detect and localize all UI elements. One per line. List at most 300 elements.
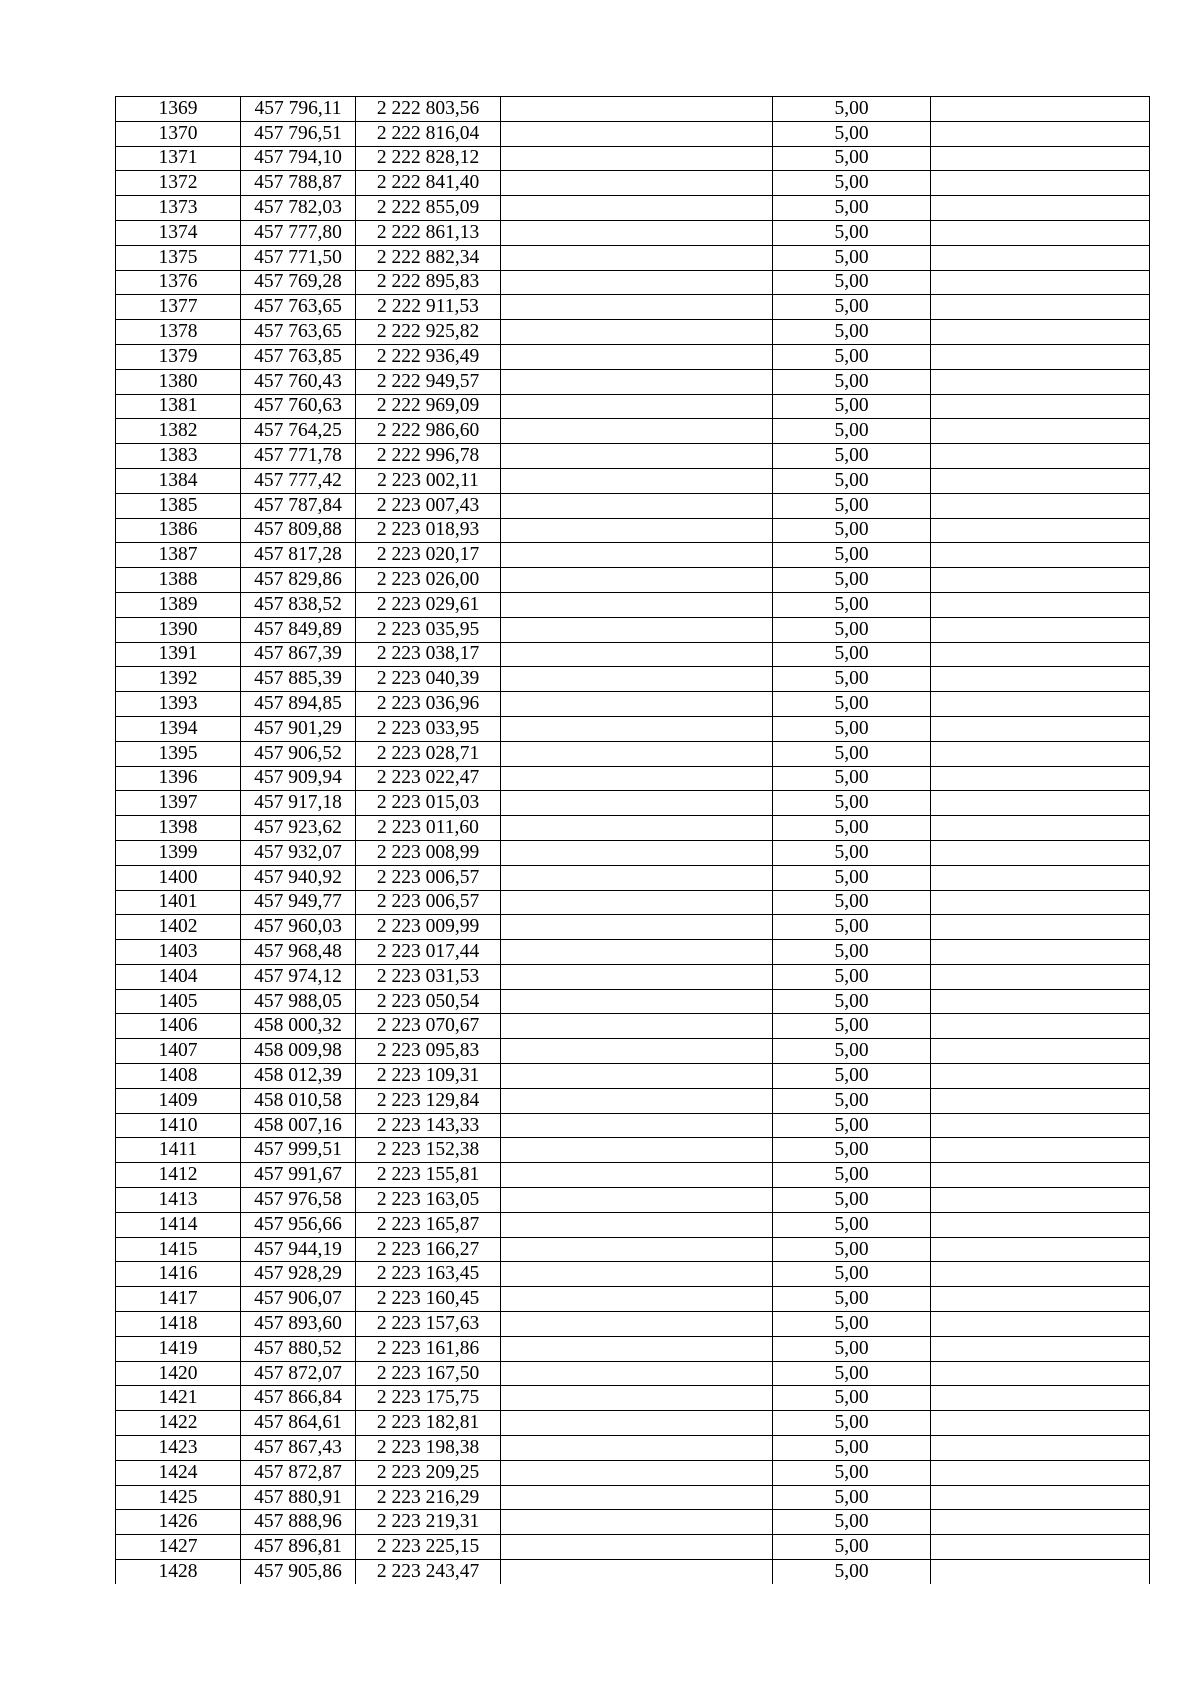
notes-cell <box>931 1411 1150 1436</box>
point-number-cell: 1409 <box>116 1088 241 1113</box>
point-number-cell: 1413 <box>116 1188 241 1213</box>
empty-cell <box>501 320 773 345</box>
notes-cell <box>931 692 1150 717</box>
empty-cell <box>501 617 773 642</box>
notes-cell <box>931 493 1150 518</box>
value-cell: 5,00 <box>773 816 931 841</box>
x-coordinate-cell: 457 782,03 <box>241 196 356 221</box>
table-row <box>116 1361 1150 1386</box>
x-coordinate-cell: 457 885,39 <box>241 667 356 692</box>
empty-cell <box>501 220 773 245</box>
point-number-cell: 1370 <box>116 121 241 146</box>
y-coordinate-cell: 2 223 167,50 <box>356 1361 501 1386</box>
empty-cell <box>501 1460 773 1485</box>
point-number-cell: 1418 <box>116 1312 241 1337</box>
table-row <box>116 1411 1150 1436</box>
empty-cell <box>501 121 773 146</box>
notes-cell <box>931 766 1150 791</box>
notes-cell <box>931 1361 1150 1386</box>
table-row <box>116 245 1150 270</box>
notes-cell <box>931 1560 1150 1584</box>
table-row <box>116 1460 1150 1485</box>
empty-cell <box>501 1039 773 1064</box>
notes-cell <box>931 1088 1150 1113</box>
table-row <box>116 171 1150 196</box>
table-row <box>116 220 1150 245</box>
point-number-cell: 1398 <box>116 816 241 841</box>
value-cell: 5,00 <box>773 667 931 692</box>
point-number-cell: 1403 <box>116 940 241 965</box>
x-coordinate-cell: 457 769,28 <box>241 270 356 295</box>
y-coordinate-cell: 2 222 969,09 <box>356 394 501 419</box>
empty-cell <box>501 890 773 915</box>
value-cell: 5,00 <box>773 196 931 221</box>
notes-cell <box>931 568 1150 593</box>
notes-cell <box>931 1287 1150 1312</box>
value-cell: 5,00 <box>773 245 931 270</box>
y-coordinate-cell: 2 222 816,04 <box>356 121 501 146</box>
value-cell: 5,00 <box>773 394 931 419</box>
y-coordinate-cell: 2 223 070,67 <box>356 1014 501 1039</box>
point-number-cell: 1390 <box>116 617 241 642</box>
notes-cell <box>931 320 1150 345</box>
x-coordinate-cell: 457 760,63 <box>241 394 356 419</box>
table-row <box>116 1039 1150 1064</box>
value-cell: 5,00 <box>773 1386 931 1411</box>
point-number-cell: 1405 <box>116 989 241 1014</box>
point-number-cell: 1427 <box>116 1535 241 1560</box>
table-row <box>116 1188 1150 1213</box>
y-coordinate-cell: 2 223 017,44 <box>356 940 501 965</box>
value-cell: 5,00 <box>773 344 931 369</box>
notes-cell <box>931 121 1150 146</box>
table-row <box>116 592 1150 617</box>
empty-cell <box>501 766 773 791</box>
empty-cell <box>501 741 773 766</box>
table-row <box>116 518 1150 543</box>
table-row <box>116 1312 1150 1337</box>
value-cell: 5,00 <box>773 741 931 766</box>
value-cell: 5,00 <box>773 468 931 493</box>
y-coordinate-cell: 2 223 155,81 <box>356 1163 501 1188</box>
table-row <box>116 419 1150 444</box>
x-coordinate-cell: 457 771,50 <box>241 245 356 270</box>
point-number-cell: 1392 <box>116 667 241 692</box>
y-coordinate-cell: 2 223 157,63 <box>356 1312 501 1337</box>
y-coordinate-cell: 2 223 031,53 <box>356 964 501 989</box>
notes-cell <box>931 1386 1150 1411</box>
table-row <box>116 1510 1150 1535</box>
point-number-cell: 1376 <box>116 270 241 295</box>
y-coordinate-cell: 2 223 018,93 <box>356 518 501 543</box>
notes-cell <box>931 295 1150 320</box>
x-coordinate-cell: 457 928,29 <box>241 1262 356 1287</box>
y-coordinate-cell: 2 223 050,54 <box>356 989 501 1014</box>
empty-cell <box>501 1411 773 1436</box>
point-number-cell: 1423 <box>116 1436 241 1461</box>
table-row <box>116 394 1150 419</box>
value-cell: 5,00 <box>773 1312 931 1337</box>
x-coordinate-cell: 457 905,86 <box>241 1560 356 1584</box>
point-number-cell: 1420 <box>116 1361 241 1386</box>
point-number-cell: 1421 <box>116 1386 241 1411</box>
point-number-cell: 1394 <box>116 716 241 741</box>
value-cell: 5,00 <box>773 1039 931 1064</box>
value-cell: 5,00 <box>773 617 931 642</box>
y-coordinate-cell: 2 223 129,84 <box>356 1088 501 1113</box>
empty-cell <box>501 1287 773 1312</box>
point-number-cell: 1406 <box>116 1014 241 1039</box>
value-cell: 5,00 <box>773 97 931 122</box>
table-row <box>116 940 1150 965</box>
x-coordinate-cell: 457 901,29 <box>241 716 356 741</box>
table-row <box>116 196 1150 221</box>
table-row <box>116 964 1150 989</box>
point-number-cell: 1387 <box>116 543 241 568</box>
y-coordinate-cell: 2 223 022,47 <box>356 766 501 791</box>
notes-cell <box>931 915 1150 940</box>
notes-cell <box>931 716 1150 741</box>
table-row <box>116 1485 1150 1510</box>
x-coordinate-cell: 457 838,52 <box>241 592 356 617</box>
notes-cell <box>931 1113 1150 1138</box>
x-coordinate-cell: 457 771,78 <box>241 444 356 469</box>
table-row <box>116 865 1150 890</box>
value-cell: 5,00 <box>773 295 931 320</box>
x-coordinate-cell: 457 794,10 <box>241 146 356 171</box>
y-coordinate-cell: 2 223 008,99 <box>356 840 501 865</box>
empty-cell <box>501 1312 773 1337</box>
value-cell: 5,00 <box>773 1212 931 1237</box>
x-coordinate-cell: 457 917,18 <box>241 791 356 816</box>
empty-cell <box>501 1510 773 1535</box>
x-coordinate-cell: 457 809,88 <box>241 518 356 543</box>
x-coordinate-cell: 457 872,87 <box>241 1460 356 1485</box>
notes-cell <box>931 245 1150 270</box>
y-coordinate-cell: 2 223 015,03 <box>356 791 501 816</box>
empty-cell <box>501 1188 773 1213</box>
table-row <box>116 840 1150 865</box>
notes-cell <box>931 97 1150 122</box>
value-cell: 5,00 <box>773 1560 931 1584</box>
empty-cell <box>501 97 773 122</box>
y-coordinate-cell: 2 223 006,57 <box>356 890 501 915</box>
table-row <box>116 270 1150 295</box>
y-coordinate-cell: 2 223 165,87 <box>356 1212 501 1237</box>
x-coordinate-cell: 457 849,89 <box>241 617 356 642</box>
y-coordinate-cell: 2 223 036,96 <box>356 692 501 717</box>
table-row <box>116 716 1150 741</box>
y-coordinate-cell: 2 222 803,56 <box>356 97 501 122</box>
empty-cell <box>501 791 773 816</box>
empty-cell <box>501 1386 773 1411</box>
y-coordinate-cell: 2 223 198,38 <box>356 1436 501 1461</box>
table-row <box>116 791 1150 816</box>
y-coordinate-cell: 2 222 855,09 <box>356 196 501 221</box>
x-coordinate-cell: 457 788,87 <box>241 171 356 196</box>
y-coordinate-cell: 2 222 841,40 <box>356 171 501 196</box>
point-number-cell: 1381 <box>116 394 241 419</box>
y-coordinate-cell: 2 222 828,12 <box>356 146 501 171</box>
point-number-cell: 1369 <box>116 97 241 122</box>
empty-cell <box>501 642 773 667</box>
notes-cell <box>931 865 1150 890</box>
point-number-cell: 1424 <box>116 1460 241 1485</box>
point-number-cell: 1374 <box>116 220 241 245</box>
y-coordinate-cell: 2 223 028,71 <box>356 741 501 766</box>
empty-cell <box>501 964 773 989</box>
value-cell: 5,00 <box>773 964 931 989</box>
value-cell: 5,00 <box>773 121 931 146</box>
x-coordinate-cell: 457 894,85 <box>241 692 356 717</box>
notes-cell <box>931 270 1150 295</box>
notes-cell <box>931 394 1150 419</box>
y-coordinate-cell: 2 223 038,17 <box>356 642 501 667</box>
value-cell: 5,00 <box>773 1510 931 1535</box>
point-number-cell: 1411 <box>116 1138 241 1163</box>
notes-cell <box>931 890 1150 915</box>
empty-cell <box>501 1336 773 1361</box>
empty-cell <box>501 394 773 419</box>
empty-cell <box>501 1088 773 1113</box>
empty-cell <box>501 543 773 568</box>
y-coordinate-cell: 2 222 895,83 <box>356 270 501 295</box>
point-number-cell: 1386 <box>116 518 241 543</box>
point-number-cell: 1380 <box>116 369 241 394</box>
notes-cell <box>931 196 1150 221</box>
y-coordinate-cell: 2 223 160,45 <box>356 1287 501 1312</box>
x-coordinate-cell: 457 944,19 <box>241 1237 356 1262</box>
y-coordinate-cell: 2 223 020,17 <box>356 543 501 568</box>
empty-cell <box>501 1212 773 1237</box>
y-coordinate-cell: 2 222 911,53 <box>356 295 501 320</box>
empty-cell <box>501 989 773 1014</box>
value-cell: 5,00 <box>773 270 931 295</box>
y-coordinate-cell: 2 222 925,82 <box>356 320 501 345</box>
empty-cell <box>501 1014 773 1039</box>
table-row <box>116 97 1150 122</box>
point-number-cell: 1415 <box>116 1237 241 1262</box>
notes-cell <box>931 1212 1150 1237</box>
value-cell: 5,00 <box>773 791 931 816</box>
value-cell: 5,00 <box>773 940 931 965</box>
table-row <box>116 146 1150 171</box>
table-row <box>116 1212 1150 1237</box>
value-cell: 5,00 <box>773 766 931 791</box>
empty-cell <box>501 692 773 717</box>
point-number-cell: 1372 <box>116 171 241 196</box>
value-cell: 5,00 <box>773 692 931 717</box>
value-cell: 5,00 <box>773 592 931 617</box>
y-coordinate-cell: 2 223 209,25 <box>356 1460 501 1485</box>
point-number-cell: 1402 <box>116 915 241 940</box>
x-coordinate-cell: 457 864,61 <box>241 1411 356 1436</box>
value-cell: 5,00 <box>773 493 931 518</box>
table-row <box>116 1014 1150 1039</box>
y-coordinate-cell: 2 223 007,43 <box>356 493 501 518</box>
y-coordinate-cell: 2 222 996,78 <box>356 444 501 469</box>
x-coordinate-cell: 457 867,39 <box>241 642 356 667</box>
value-cell: 5,00 <box>773 1287 931 1312</box>
value-cell: 5,00 <box>773 1138 931 1163</box>
x-coordinate-cell: 457 872,07 <box>241 1361 356 1386</box>
x-coordinate-cell: 457 764,25 <box>241 419 356 444</box>
empty-cell <box>501 1560 773 1584</box>
notes-cell <box>931 741 1150 766</box>
empty-cell <box>501 865 773 890</box>
value-cell: 5,00 <box>773 915 931 940</box>
empty-cell <box>501 1535 773 1560</box>
point-number-cell: 1395 <box>116 741 241 766</box>
y-coordinate-cell: 2 223 175,75 <box>356 1386 501 1411</box>
empty-cell <box>501 1436 773 1461</box>
table-row <box>116 617 1150 642</box>
notes-cell <box>931 989 1150 1014</box>
x-coordinate-cell: 457 787,84 <box>241 493 356 518</box>
notes-cell <box>931 369 1150 394</box>
empty-cell <box>501 270 773 295</box>
table-row <box>116 369 1150 394</box>
point-number-cell: 1375 <box>116 245 241 270</box>
x-coordinate-cell: 457 976,58 <box>241 1188 356 1213</box>
value-cell: 5,00 <box>773 320 931 345</box>
point-number-cell: 1389 <box>116 592 241 617</box>
notes-cell <box>931 840 1150 865</box>
point-number-cell: 1417 <box>116 1287 241 1312</box>
notes-cell <box>931 1535 1150 1560</box>
point-number-cell: 1384 <box>116 468 241 493</box>
empty-cell <box>501 468 773 493</box>
table-row <box>116 816 1150 841</box>
notes-cell <box>931 1138 1150 1163</box>
table-row <box>116 121 1150 146</box>
value-cell: 5,00 <box>773 890 931 915</box>
empty-cell <box>501 196 773 221</box>
notes-cell <box>931 1039 1150 1064</box>
empty-cell <box>501 369 773 394</box>
point-number-cell: 1371 <box>116 146 241 171</box>
table-row <box>116 1113 1150 1138</box>
notes-cell <box>931 543 1150 568</box>
value-cell: 5,00 <box>773 642 931 667</box>
notes-cell <box>931 791 1150 816</box>
value-cell: 5,00 <box>773 1088 931 1113</box>
notes-cell <box>931 940 1150 965</box>
notes-cell <box>931 1436 1150 1461</box>
value-cell: 5,00 <box>773 1188 931 1213</box>
value-cell: 5,00 <box>773 1113 931 1138</box>
notes-cell <box>931 1485 1150 1510</box>
table-row <box>116 692 1150 717</box>
x-coordinate-cell: 458 007,16 <box>241 1113 356 1138</box>
y-coordinate-cell: 2 223 216,29 <box>356 1485 501 1510</box>
empty-cell <box>501 840 773 865</box>
value-cell: 5,00 <box>773 1411 931 1436</box>
notes-cell <box>931 171 1150 196</box>
table-row <box>116 667 1150 692</box>
value-cell: 5,00 <box>773 716 931 741</box>
x-coordinate-cell: 457 867,43 <box>241 1436 356 1461</box>
x-coordinate-cell: 457 763,65 <box>241 295 356 320</box>
empty-cell <box>501 493 773 518</box>
point-number-cell: 1385 <box>116 493 241 518</box>
x-coordinate-cell: 457 932,07 <box>241 840 356 865</box>
y-coordinate-cell: 2 222 861,13 <box>356 220 501 245</box>
empty-cell <box>501 716 773 741</box>
empty-cell <box>501 1064 773 1089</box>
table-row <box>116 568 1150 593</box>
table-row <box>116 468 1150 493</box>
y-coordinate-cell: 2 223 009,99 <box>356 915 501 940</box>
empty-cell <box>501 816 773 841</box>
notes-cell <box>931 1460 1150 1485</box>
notes-cell <box>931 667 1150 692</box>
x-coordinate-cell: 458 012,39 <box>241 1064 356 1089</box>
x-coordinate-cell: 457 956,66 <box>241 1212 356 1237</box>
point-number-cell: 1412 <box>116 1163 241 1188</box>
notes-cell <box>931 1014 1150 1039</box>
table-body <box>116 97 1150 1584</box>
y-coordinate-cell: 2 222 986,60 <box>356 419 501 444</box>
empty-cell <box>501 444 773 469</box>
point-number-cell: 1426 <box>116 1510 241 1535</box>
empty-cell <box>501 915 773 940</box>
point-number-cell: 1399 <box>116 840 241 865</box>
table-row <box>116 1287 1150 1312</box>
value-cell: 5,00 <box>773 840 931 865</box>
table-row <box>116 1262 1150 1287</box>
notes-cell <box>931 444 1150 469</box>
point-number-cell: 1419 <box>116 1336 241 1361</box>
point-number-cell: 1407 <box>116 1039 241 1064</box>
table-row <box>116 1138 1150 1163</box>
empty-cell <box>501 940 773 965</box>
y-coordinate-cell: 2 223 109,31 <box>356 1064 501 1089</box>
notes-cell <box>931 220 1150 245</box>
value-cell: 5,00 <box>773 1064 931 1089</box>
table-row <box>116 444 1150 469</box>
table-row <box>116 1237 1150 1262</box>
empty-cell <box>501 1361 773 1386</box>
value-cell: 5,00 <box>773 419 931 444</box>
point-number-cell: 1373 <box>116 196 241 221</box>
value-cell: 5,00 <box>773 146 931 171</box>
empty-cell <box>501 344 773 369</box>
point-number-cell: 1408 <box>116 1064 241 1089</box>
value-cell: 5,00 <box>773 171 931 196</box>
y-coordinate-cell: 2 223 152,38 <box>356 1138 501 1163</box>
empty-cell <box>501 1138 773 1163</box>
point-number-cell: 1414 <box>116 1212 241 1237</box>
notes-cell <box>931 1336 1150 1361</box>
table-row <box>116 1064 1150 1089</box>
notes-cell <box>931 1312 1150 1337</box>
notes-cell <box>931 592 1150 617</box>
y-coordinate-cell: 2 223 161,86 <box>356 1336 501 1361</box>
table-row <box>116 344 1150 369</box>
point-number-cell: 1396 <box>116 766 241 791</box>
y-coordinate-cell: 2 223 095,83 <box>356 1039 501 1064</box>
y-coordinate-cell: 2 223 182,81 <box>356 1411 501 1436</box>
point-number-cell: 1379 <box>116 344 241 369</box>
point-number-cell: 1410 <box>116 1113 241 1138</box>
notes-cell <box>931 146 1150 171</box>
x-coordinate-cell: 457 960,03 <box>241 915 356 940</box>
table-row <box>116 741 1150 766</box>
y-coordinate-cell: 2 222 936,49 <box>356 344 501 369</box>
value-cell: 5,00 <box>773 369 931 394</box>
point-number-cell: 1397 <box>116 791 241 816</box>
